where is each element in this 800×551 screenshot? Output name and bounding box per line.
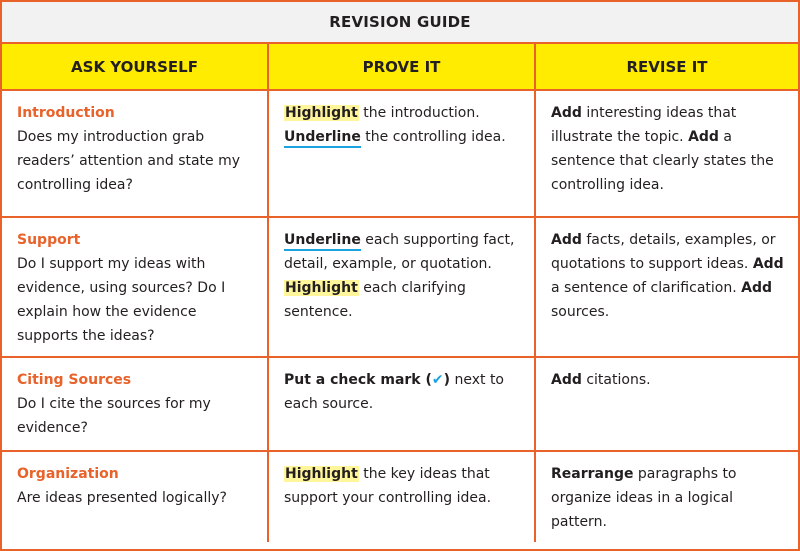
prove-text: next to each source.	[284, 372, 505, 412]
revise-cell	[535, 451, 798, 542]
revise-text: facts, details, examples, or quotations to support ideas.	[551, 232, 776, 272]
header-ask-yourself: ASK YOURSELF	[2, 44, 268, 90]
prove-cell	[268, 217, 535, 357]
prove-text: each clarifying sentence.	[284, 280, 466, 320]
revise-keyword: Add	[551, 232, 582, 248]
table-row	[2, 451, 798, 542]
prove-cell	[268, 451, 535, 542]
row-question: Do I support my ideas with evidence, using sources? Do I explain how the evidence supports the ideas?	[17, 256, 226, 344]
prove-text: the introduction.	[358, 105, 480, 121]
prove-text: each supporting fact, detail, example, or quotation.	[284, 232, 515, 272]
table-row	[2, 357, 798, 451]
revise-text: interesting ideas that illustrate the topic.	[551, 105, 737, 145]
prove-line	[284, 125, 526, 149]
check-mark-icon: ✔	[431, 372, 444, 388]
prove-line	[284, 228, 526, 276]
underline-keyword: Underline	[284, 232, 361, 251]
row-question: Does my introduction grab readers’ attention and state my controlling idea?	[17, 129, 241, 193]
revise-cell	[535, 357, 798, 451]
highlight-keyword: Highlight	[285, 105, 358, 121]
revise-keyword: Add	[752, 256, 784, 272]
header-prove-it: PROVE IT	[268, 44, 535, 90]
revise-keyword: Add	[741, 280, 773, 296]
header-revise-it: REVISE IT	[535, 44, 798, 90]
revise-text: citations.	[581, 372, 651, 388]
highlight-keyword: Highlight	[285, 466, 358, 482]
prove-cell	[268, 357, 535, 451]
revise-text: paragraphs to organize ideas in a logical pattern.	[551, 466, 737, 530]
guide-title: REVISION GUIDE	[2, 2, 798, 44]
row-heading: Support	[17, 232, 81, 248]
revision-table	[2, 44, 798, 542]
prove-text: the key ideas that support your controlling idea.	[284, 466, 492, 506]
revise-text: a sentence of clarification.	[551, 280, 742, 296]
prove-keyword-close: )	[443, 372, 451, 388]
row-heading: Organization	[17, 466, 119, 482]
row-heading: Introduction	[17, 105, 115, 121]
row-heading: Citing Sources	[17, 372, 132, 388]
revise-text: a sentence that clearly states the controlling idea.	[551, 129, 774, 193]
revise-cell	[535, 217, 798, 357]
ask-cell	[2, 451, 268, 542]
prove-line	[284, 276, 526, 324]
table-row	[2, 217, 798, 357]
revise-cell	[535, 90, 798, 217]
ask-cell	[2, 90, 268, 217]
prove-line	[284, 101, 526, 125]
highlight-keyword: Highlight	[285, 280, 358, 296]
header-row	[2, 44, 798, 90]
revise-keyword: Add	[688, 129, 719, 145]
row-question: Are ideas presented logically?	[17, 490, 227, 506]
revise-text: sources.	[551, 304, 610, 320]
row-question: Do I cite the sources for my evidence?	[17, 396, 211, 436]
revise-keyword: Add	[551, 105, 582, 121]
ask-cell	[2, 217, 268, 357]
underline-keyword: Underline	[284, 129, 361, 148]
prove-text: the controlling idea.	[360, 129, 506, 145]
table-row	[2, 90, 798, 217]
revise-keyword: Add	[551, 372, 582, 388]
prove-cell	[268, 90, 535, 217]
ask-cell	[2, 357, 268, 451]
prove-keyword: Put a check mark (	[284, 372, 432, 388]
revise-keyword: Rearrange	[551, 466, 634, 482]
